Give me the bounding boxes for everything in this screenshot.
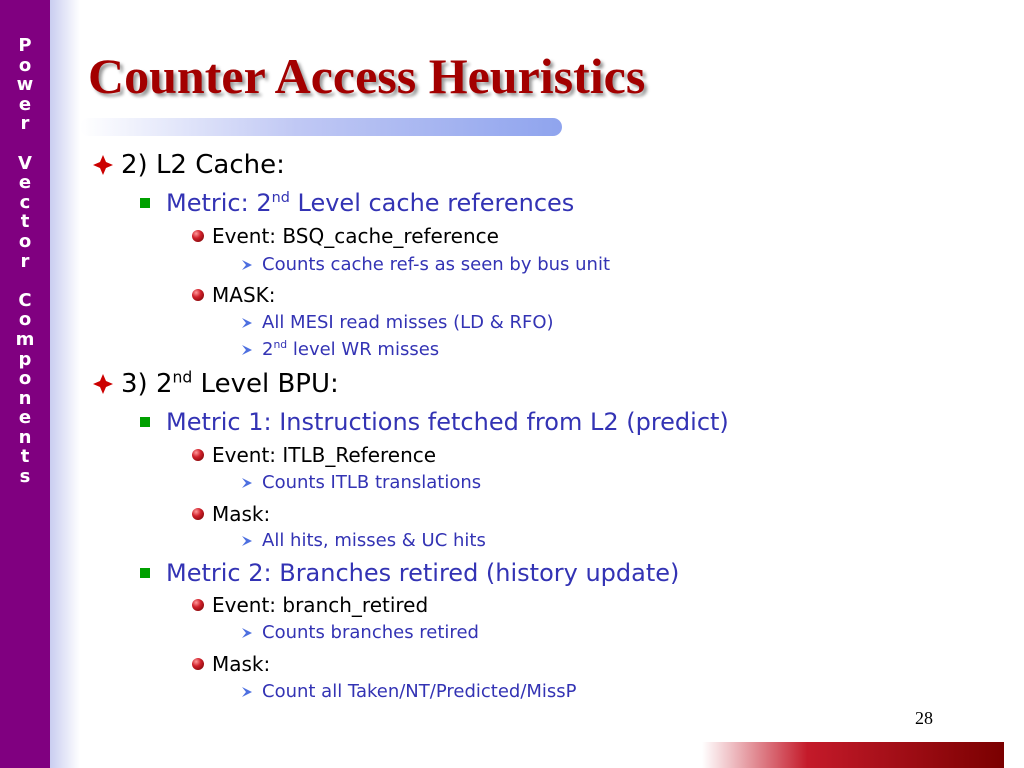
red-ball-bullet-icon	[192, 599, 204, 611]
bullet-l1-bpu	[92, 369, 339, 399]
bullet-l2-metric	[140, 408, 729, 436]
sidebar-letter: o	[18, 54, 32, 76]
bullet-l2-metric	[140, 559, 679, 587]
bullet-text-pre: Metric: 2	[166, 189, 272, 217]
bullet-l4-description	[240, 312, 554, 333]
sidebar-letter: r	[20, 250, 30, 272]
sidebar-letter: o	[18, 309, 32, 331]
red-ball-bullet-icon	[192, 658, 204, 670]
sidebar-letter: c	[19, 191, 31, 213]
bullet-text: Event: ITLB_Reference	[212, 443, 437, 467]
sidebar-letter: n	[18, 426, 32, 448]
red-ball-bullet-icon	[192, 508, 204, 520]
bullet-text: Event: branch_retired	[212, 593, 429, 617]
sidebar-letter: t	[20, 211, 30, 233]
chevron-arrow-icon	[240, 685, 254, 699]
bullet-text-pre: 2	[262, 339, 274, 360]
bullet-l3-mask	[192, 652, 270, 676]
bullet-text: 2) L2 Cache:	[121, 150, 285, 180]
sidebar-letter: C	[18, 289, 32, 311]
bullet-l4-description	[240, 472, 481, 493]
title-underline-bar	[80, 118, 562, 136]
sidebar-letter: e	[18, 172, 32, 194]
sidebar-letter: r	[20, 113, 30, 135]
bullet-l1-l2-cache	[92, 150, 285, 180]
bullet-text-post: level WR misses	[287, 339, 440, 360]
sidebar-gradient	[50, 0, 80, 768]
diamond-bullet-icon	[92, 154, 114, 176]
sidebar-vertical-text	[0, 36, 50, 487]
red-ball-bullet-icon	[192, 289, 204, 301]
sidebar-letter: n	[18, 387, 32, 409]
sidebar-letter: s	[19, 466, 31, 488]
bullet-l3-mask	[192, 502, 270, 526]
bullet-text-post: Level BPU:	[192, 369, 339, 399]
red-ball-bullet-icon	[192, 449, 204, 461]
sidebar-letter: o	[18, 230, 32, 252]
green-square-bullet-icon	[140, 417, 150, 427]
bullet-l3-event	[192, 224, 499, 248]
chevron-arrow-icon	[240, 343, 254, 357]
sidebar-letter: o	[18, 368, 32, 390]
bullet-text-pre: 3) 2	[121, 369, 173, 399]
bullet-text: Count all Taken/NT/Predicted/MissP	[262, 681, 577, 702]
sidebar-letter: e	[18, 407, 32, 429]
slide-title: Counter Access Heuristics	[88, 48, 646, 104]
bullet-l2-metric	[140, 189, 574, 217]
bullet-text: Metric 1: Instructions fetched from L2 (predict)	[166, 408, 729, 436]
page-number: 28	[915, 708, 933, 728]
bottom-decorative-bar	[702, 742, 1004, 768]
green-square-bullet-icon	[140, 198, 150, 208]
bullet-text: MASK:	[212, 283, 276, 307]
bullet-l4-description	[240, 530, 486, 551]
bullet-l3-mask	[192, 283, 276, 307]
bullet-text: Counts cache ref-s as seen by bus unit	[262, 254, 611, 275]
bullet-text-sup: nd	[172, 368, 193, 387]
sidebar-letter: m	[15, 328, 35, 350]
bullet-text: All hits, misses & UC hits	[262, 530, 486, 551]
sidebar-letter: p	[18, 348, 32, 370]
bullet-text-post: Level cache references	[289, 189, 575, 217]
bullet-l4-description	[240, 254, 610, 275]
sidebar-letter: P	[18, 35, 32, 56]
chevron-arrow-icon	[240, 626, 254, 640]
bullet-text	[121, 369, 339, 399]
bullet-l4-description	[240, 622, 479, 643]
chevron-arrow-icon	[240, 258, 254, 272]
bullet-text: Counts branches retired	[262, 622, 479, 643]
bullet-text	[166, 189, 574, 217]
chevron-arrow-icon	[240, 476, 254, 490]
sidebar-letter: w	[16, 74, 34, 96]
bullet-text: All MESI read misses (LD & RFO)	[262, 312, 554, 333]
bullet-text	[262, 339, 439, 360]
bullet-text: Counts ITLB translations	[262, 472, 482, 493]
sidebar-letter: e	[18, 93, 32, 115]
chevron-arrow-icon	[240, 534, 254, 548]
bullet-text-sup: nd	[273, 338, 288, 351]
bullet-l4-description	[240, 339, 439, 360]
green-square-bullet-icon	[140, 568, 150, 578]
bullet-l3-event	[192, 593, 428, 617]
bullet-l4-description	[240, 681, 577, 702]
diamond-bullet-icon	[92, 373, 114, 395]
sidebar-letter: V	[18, 152, 32, 174]
bullet-text: Mask:	[212, 652, 271, 676]
bullet-text: Mask:	[212, 502, 271, 526]
bullet-text: Metric 2: Branches retired (history update)	[166, 559, 680, 587]
sidebar-letter: t	[20, 446, 30, 468]
bullet-l3-event	[192, 443, 436, 467]
chevron-arrow-icon	[240, 316, 254, 330]
sidebar-letter-gap	[22, 134, 28, 154]
bullet-text: Event: BSQ_cache_reference	[212, 224, 499, 248]
sidebar-letter-gap	[22, 271, 28, 291]
bullet-text-sup: nd	[271, 190, 290, 206]
red-ball-bullet-icon	[192, 230, 204, 242]
